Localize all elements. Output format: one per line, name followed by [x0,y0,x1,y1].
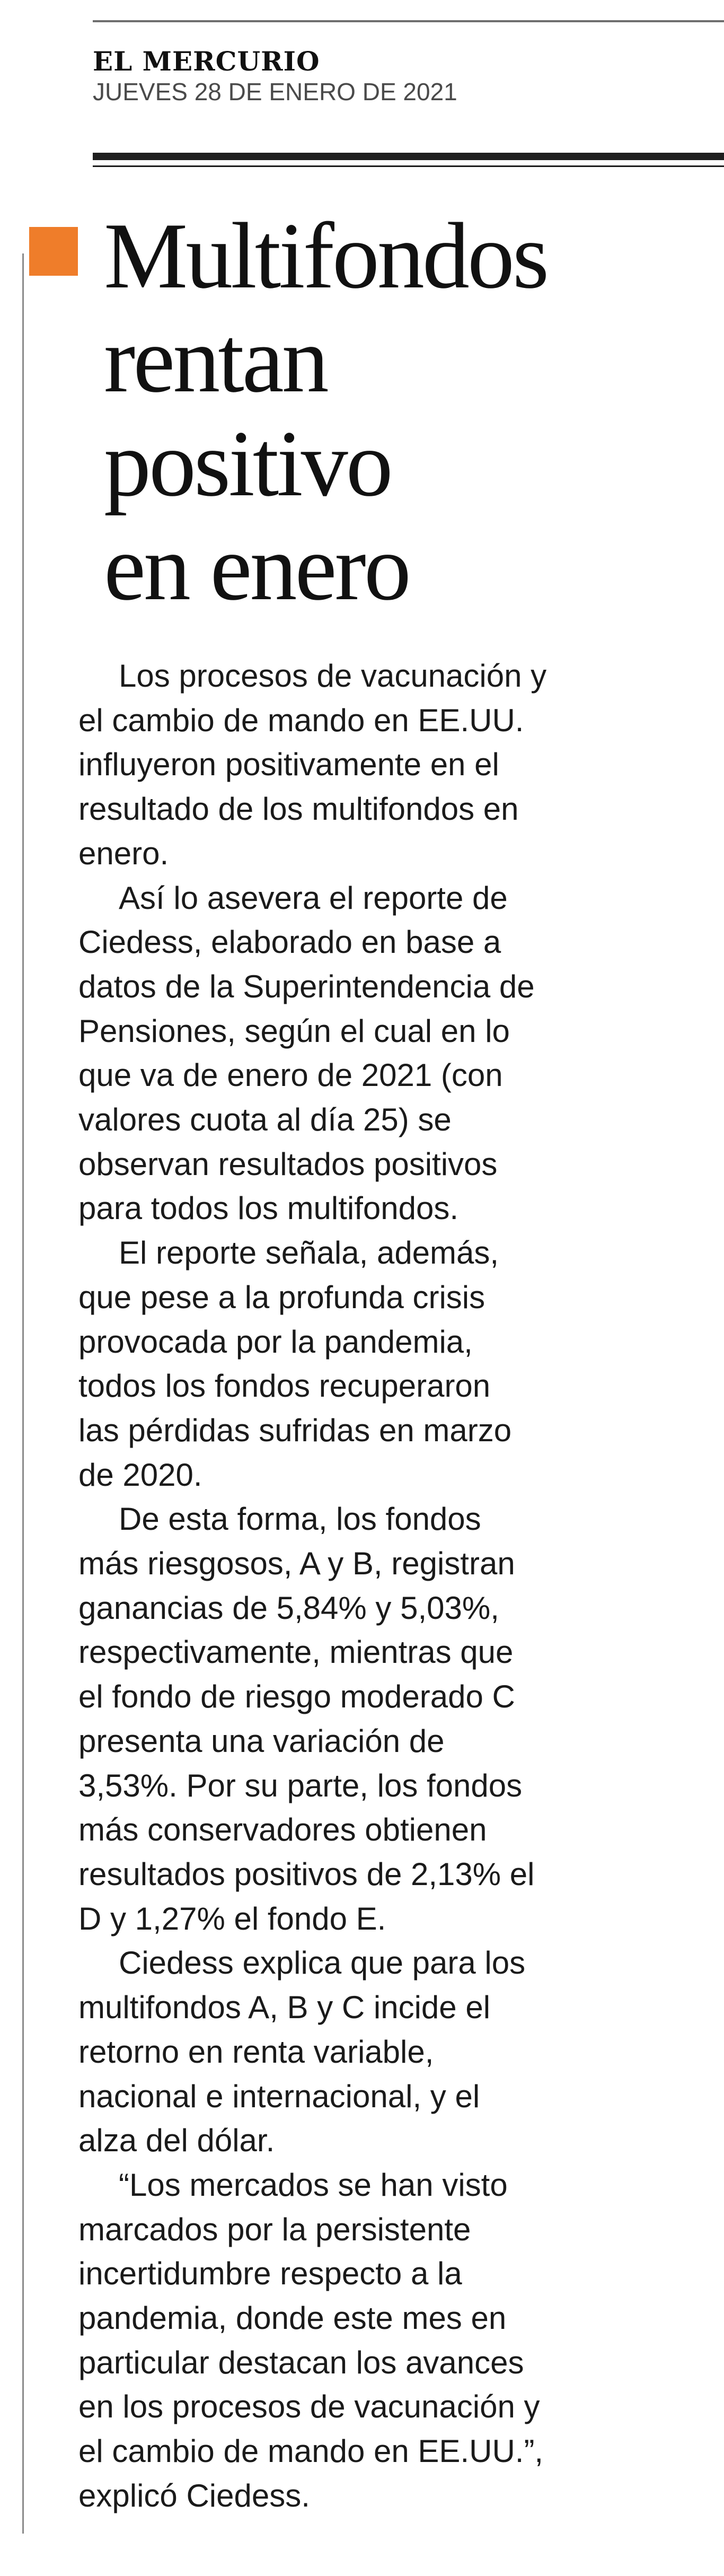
masthead [93,47,457,106]
headline-line: rentan [104,307,327,412]
headline-line: positivo [104,411,391,516]
top-rule [93,20,724,22]
masthead-divider-thick [93,153,724,160]
article-paragraph: Ciedess explica que para los multifondos A, B y C incide el retorno en renta variable, nacional e internacional, y el alza del dólar. [78,1945,526,2159]
headline-line: Multifondos [104,203,548,308]
column-rule [22,253,24,2534]
accent-square-icon [29,227,78,276]
masthead-divider-thin [93,165,724,167]
article-paragraph: El reporte señala, además, que pese a la profunda crisis provocada por la pandemia, todos los fondos recuperaron las pérdidas sufridas en marzo de 2020. [78,1235,512,1493]
article-paragraph: Así lo asevera el reporte de Ciedess, elaborado en base a datos de la Superintendencia de Pensiones, según el cual en lo que va de enero de 2021 (con valores cuota al día 25) se observan resultados positivos para todos los multifondos. [78,880,535,1226]
publication-name: EL MERCURIO [93,46,320,77]
headline [104,204,697,619]
article-paragraph: “Los mercados se han visto marcados por la persistente incertidumbre respecto a la pandemia, donde este mes en particular destacan los avances en los procesos de vacunación y el cambio de mando en EE.UU.”, explicó Ciedess. [78,2167,544,2513]
article-paragraph: Los procesos de vacunación y el cambio de mando en EE.UU. influyeron positivamente en el resultado de los multifondos en enero. [78,658,547,871]
publication-date: JUEVES 28 DE ENERO DE 2021 [93,78,457,106]
article-paragraph: De esta forma, los fondos más riesgosos, A y B, registran ganancias de 5,84% y 5,03%, respectivamente, mientras que el fondo de riesgo moderado C presenta una variación de 3,53%. Por su parte, los fondos más conservadores obtienen resultados positivos de 2,13% el D y 1,27% el fondo E. [78,1501,535,1937]
headline-line: en enero [104,515,409,620]
article-body [78,654,614,2518]
